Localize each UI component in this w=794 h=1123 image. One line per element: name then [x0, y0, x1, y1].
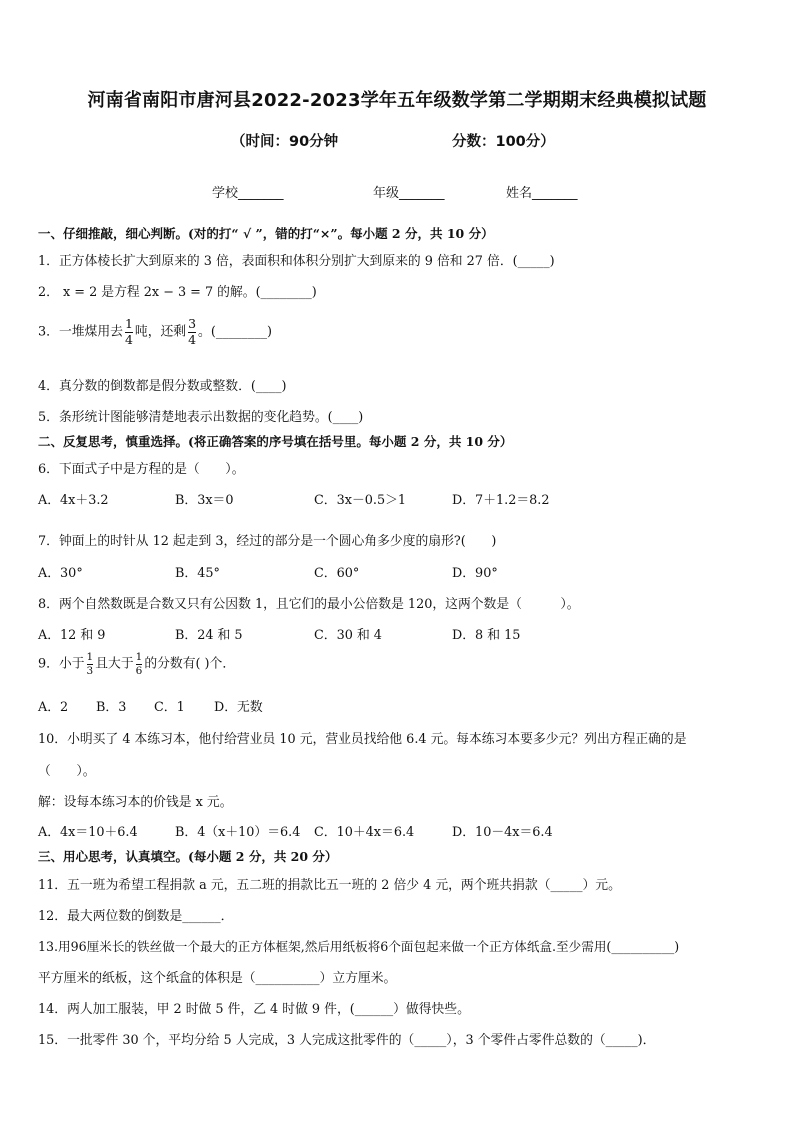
question-8-option-d: D．8 和 15 [452, 628, 521, 643]
question-7-option-c: C．60° [314, 566, 360, 581]
section-1-heading: 一、仔细推敲，细心判断。(对的打“ √ ”，错的打“×”。每小题 2 分，共 10 分） [38, 226, 494, 241]
question-4: 4．真分数的倒数都是假分数或整数．(____) [38, 379, 287, 394]
question-1: 1．正方体棱长扩大到原来的 3 倍，表面积和体积分别扩大到原来的 9 倍和 27 倍．(_____) [38, 254, 555, 269]
exam-score: 分数：100分） [452, 134, 555, 150]
section-2-heading: 二、反复思考，慎重选择。(将正确答案的序号填在括号里。每小题 2 分，共 10 分） [38, 434, 513, 449]
question-13: 13.用96厘米长的铁丝做一个最大的正方体框架,然后用纸板将6个面包起来做一个正方体纸盒.至少需用(__________) [38, 939, 680, 954]
question-7-option-d: D．90° [452, 566, 498, 581]
question-8: 8．两个自然数既是合数又只有公因数 1，且它们的最小公倍数是 120，这两个数是（ ）。 [38, 597, 580, 612]
question-6-option-a: A．4x＋3.2 [38, 493, 109, 508]
question-9-option-d: D．无数 [214, 700, 263, 715]
question-7: 7．钟面上的时针从 12 起走到 3，经过的部分是一个圆心角多少度的扇形?( ) [38, 534, 497, 549]
question-11: 11．五一班为希望工程捐款 a 元，五二班的捐款比五一班的 2 倍少 4 元，两个班共捐款（_____）元。 [38, 878, 621, 893]
grade-field: 年级_______ [373, 186, 445, 201]
question-10-answer-blank: （ ）。 [38, 764, 96, 779]
fraction-one-sixth: $\frac{1}{6}$ [135, 651, 143, 677]
fraction-three-quarters: $\frac{3}{4}$ [188, 316, 197, 347]
question-14: 14．两人加工服装，甲 2 时做 5 件，乙 4 时做 9 件，(______）做得快些。 [38, 1002, 470, 1017]
question-13-continued: 平方厘米的纸板，这个纸盒的体积是（__________）立方厘米。 [38, 971, 397, 986]
question-10-option-a: A．4x＝10＋6.4 [38, 825, 138, 840]
question-8-option-c: C．30 和 4 [314, 628, 382, 643]
question-9 [38, 652, 235, 676]
question-3-text-c: 。(________) [198, 324, 273, 340]
question-9-option-a: A．2 [38, 700, 69, 715]
question-6: 6．下面式子中是方程的是（ ）。 [38, 462, 245, 477]
question-7-option-b: B．45° [175, 566, 220, 581]
question-10-option-d: D．10－4x＝6.4 [452, 825, 553, 840]
question-12: 12．最大两位数的倒数是______． [38, 909, 234, 924]
question-9-option-c: C．1 [154, 700, 185, 715]
exam-time: （时间：90分钟 [231, 134, 339, 150]
question-5: 5．条形统计图能够清楚地表示出数据的变化趋势。(____) [38, 410, 364, 425]
question-10: 10．小明买了 4 本练习本，他付给营业员 10 元，营业员找给他 6.4 元。每本练习本要多少元？列出方程正确的是 [38, 732, 687, 747]
question-15: 15．一批零件 30 个，平均分给 5 人完成，3 人完成这批零件的（_____），3 个零件占零件总数的（_____)． [38, 1033, 656, 1048]
question-3 [38, 318, 272, 346]
question-10-setup: 解：设每本练习本的价钱是 x 元。 [38, 795, 233, 810]
fraction-one-third: $\frac{1}{3}$ [86, 651, 94, 677]
question-9-text-b: 且大于 [95, 656, 134, 672]
question-6-option-d: D．7＋1.2＝8.2 [452, 493, 550, 508]
question-9-text-a: 9．小于 [38, 656, 85, 672]
name-field: 姓名_______ [506, 186, 578, 201]
fraction-one-quarter: $\frac{1}{4}$ [124, 316, 133, 347]
school-field: 学校_______ [212, 186, 284, 201]
question-10-option-b: B．4（x＋10）＝6.4 [175, 825, 301, 840]
question-2: 2． x = 2 是方程 2x − 3 = 7 的解。(________) [38, 285, 317, 300]
question-3-text-a: 3．一堆煤用去 [38, 324, 123, 340]
question-6-option-b: B．3x＝0 [175, 493, 234, 508]
question-6-option-c: C．3x－0.5＞1 [314, 493, 407, 508]
question-7-option-a: A．30° [38, 566, 83, 581]
question-8-option-a: A．12 和 9 [38, 628, 106, 643]
question-3-text-b: 吨，还剩 [134, 324, 187, 340]
section-3-heading: 三、用心思考，认真填空。(每小题 2 分，共 20 分） [38, 849, 338, 864]
question-9-text-c: 的分数有( )个． [144, 656, 236, 672]
question-10-option-c: C．10＋4x＝6.4 [314, 825, 415, 840]
question-8-option-b: B．24 和 5 [175, 628, 243, 643]
question-9-option-b: B．3 [96, 700, 127, 715]
page-title: 河南省南阳市唐河县2022-2023学年五年级数学第二学期期末经典模拟试题 [87, 90, 707, 111]
